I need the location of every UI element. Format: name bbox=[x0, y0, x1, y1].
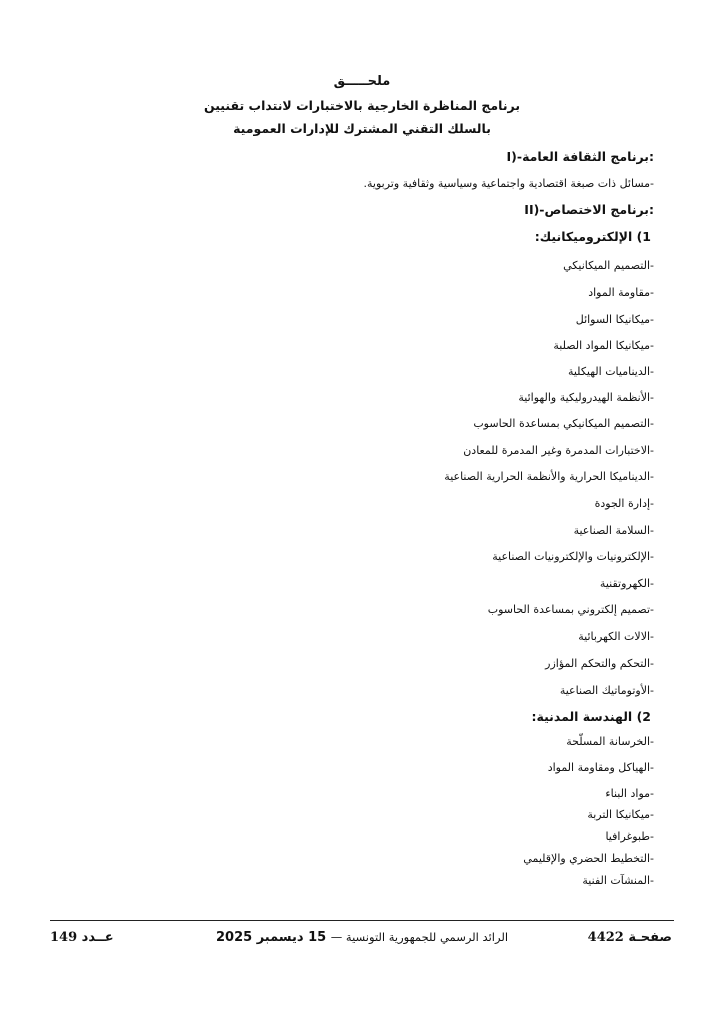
list-item: -التصميم الميكانيكي بمساعدة الحاسوب bbox=[473, 417, 654, 430]
list-item: -التحكم والتحكم المؤازر bbox=[545, 657, 654, 670]
section-general-culture-heading: I)-برنامج الثقافة العامة: bbox=[506, 149, 654, 164]
journal-name: الرائد الرسمي للجمهورية التونسية — bbox=[330, 930, 509, 944]
list-item: -تصميم إلكتروني بمساعدة الحاسوب bbox=[487, 603, 654, 616]
list-item: -التصميم الميكانيكي bbox=[563, 259, 654, 272]
list-item: -الخرسانة المسلّحة bbox=[566, 735, 654, 748]
general-culture-item: -مسائل ذات صبغة اقتصادية واجتماعية وسياسية وثقافية وتربوية. bbox=[363, 177, 654, 190]
footer-issue-number bbox=[50, 930, 114, 945]
footer-divider bbox=[50, 920, 674, 921]
program-title: برنامج المناظرة الخارجية بالاختبارات لانتداب تقنيين bbox=[203, 98, 521, 113]
page-number: 4422 bbox=[587, 930, 624, 945]
list-item: -الهياكل ومقاومة المواد bbox=[547, 761, 654, 774]
list-item: -الاختبارات المدمرة وغير المدمرة للمعادن bbox=[463, 444, 654, 457]
list-item: -مقاومة المواد bbox=[588, 286, 654, 299]
list-item: -التخطيط الحضري والإقليمي bbox=[523, 852, 654, 865]
issue-number: 149 bbox=[50, 930, 78, 945]
annex-title: ملحـــــق bbox=[333, 74, 391, 89]
list-item: -ميكانيكا المواد الصلبة bbox=[553, 339, 654, 352]
list-item: -المنشآت الفنية bbox=[582, 874, 654, 887]
list-item: -طبوغرافيا bbox=[605, 830, 654, 843]
page-label: صفحـة bbox=[628, 930, 672, 945]
list-item: -إدارة الجودة bbox=[594, 497, 654, 510]
list-item: -الديناميات الهيكلية bbox=[567, 365, 654, 378]
list-item: -الالات الكهربائية bbox=[578, 630, 654, 643]
list-item: -ميكانيكا التربة bbox=[587, 808, 654, 821]
list-item: -الأنظمة الهيدروليكية والهوائية bbox=[518, 391, 654, 404]
program-subtitle: بالسلك التقني المشترك للإدارات العمومية bbox=[233, 121, 491, 136]
list-item: -الأوتوماتيك الصناعية bbox=[559, 684, 654, 697]
section-specialty-heading: II)-برنامج الاختصاص: bbox=[524, 202, 654, 217]
list-item: -الإلكترونيات والإلكترونيات الصناعية bbox=[492, 550, 654, 563]
issue-date: 15 ديسمبر 2025 bbox=[215, 930, 327, 945]
list-item: -الديناميكا الحرارية والأنظمة الحرارية الصناعية bbox=[444, 470, 654, 483]
subsection-civil-engineering-heading: 2) الهندسة المدنية: bbox=[531, 709, 651, 724]
subsection-electromechanics-heading: 1) الإلكتروميكانيك: bbox=[534, 229, 651, 244]
list-item: -السلامة الصناعية bbox=[573, 524, 654, 537]
issue-label: عــدد bbox=[81, 930, 114, 945]
list-item: -الكهروتقنية bbox=[599, 577, 654, 590]
list-item: -مواد البناء bbox=[605, 787, 654, 800]
list-item: -ميكانيكا السوائل bbox=[575, 313, 654, 326]
